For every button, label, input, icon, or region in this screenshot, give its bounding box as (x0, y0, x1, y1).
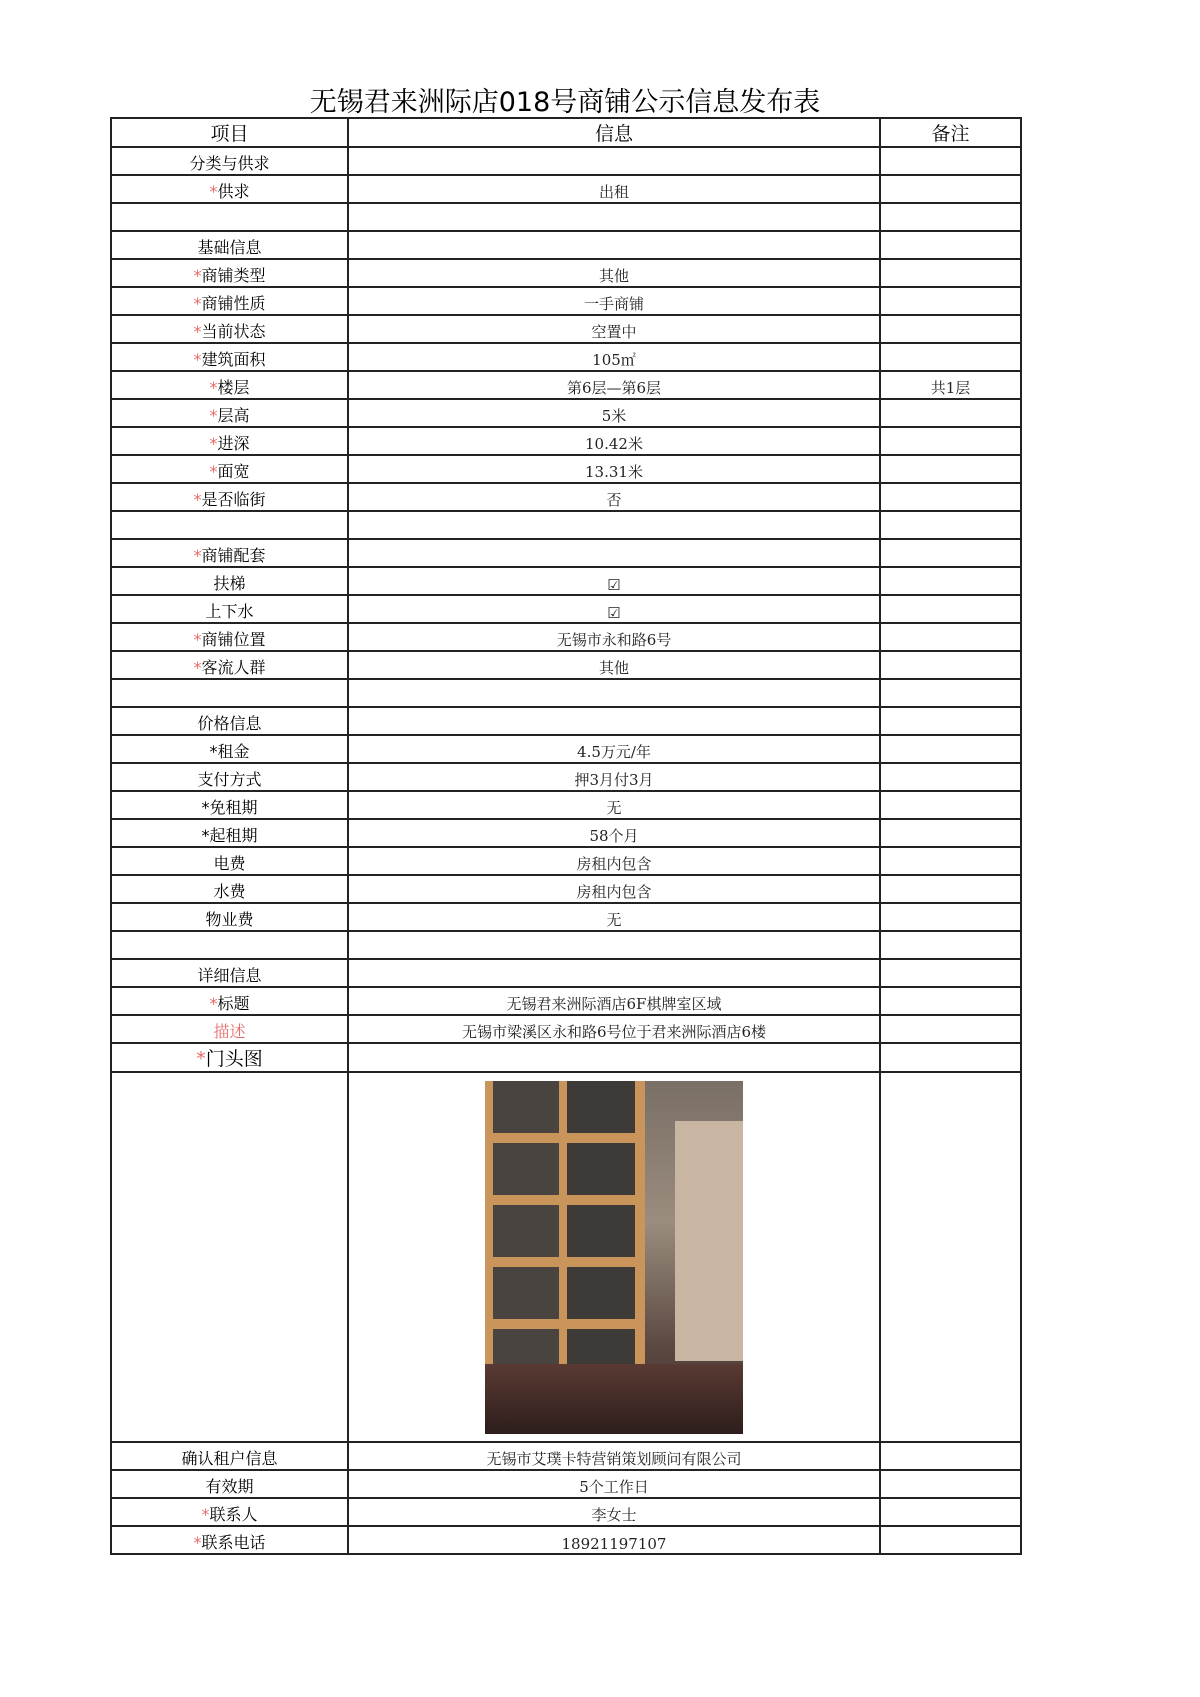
table-row (111, 1526, 1021, 1554)
row-value: 出租 (348, 175, 880, 203)
row-label (111, 511, 348, 539)
required-star: * (193, 490, 202, 509)
label-text: *起租期 (201, 826, 258, 845)
table-row (111, 427, 1021, 455)
row-label (111, 427, 348, 455)
required-star: * (196, 1048, 206, 1070)
row-label (111, 595, 348, 623)
label-text: 客流人群 (201, 658, 266, 677)
row-note (880, 539, 1021, 567)
row-label (111, 1043, 348, 1072)
row-note (880, 763, 1021, 791)
table-row (111, 175, 1021, 203)
table-row (111, 1015, 1021, 1043)
label-text: 上下水 (205, 602, 254, 621)
row-note (880, 651, 1021, 679)
row-note (880, 1498, 1021, 1526)
label-text: 基础信息 (197, 238, 262, 257)
row-value: 4.5万元/年 (348, 735, 880, 763)
required-star: * (209, 994, 218, 1013)
label-text: 物业费 (205, 910, 254, 929)
row-value (348, 959, 880, 987)
row-label (111, 623, 348, 651)
label-text: 标题 (217, 994, 250, 1013)
table-row (111, 847, 1021, 875)
row-value: 5米 (348, 399, 880, 427)
row-note (880, 287, 1021, 315)
row-label (111, 231, 348, 259)
label-text: 联系人 (209, 1505, 258, 1524)
table-row (111, 511, 1021, 539)
row-note (880, 595, 1021, 623)
table-row (111, 1442, 1021, 1470)
row-value: 无锡市梁溪区永和路6号位于君来洲际酒店6楼 (348, 1015, 880, 1043)
row-value (348, 231, 880, 259)
required-star: * (193, 350, 202, 369)
row-label (111, 931, 348, 959)
required-star: * (209, 182, 218, 201)
row-note: 共1层 (880, 371, 1021, 399)
label-text: 是否临街 (201, 490, 266, 509)
table-row (111, 147, 1021, 175)
row-note (880, 987, 1021, 1015)
row-label (111, 875, 348, 903)
header-item: 项目 (111, 118, 348, 147)
row-value (348, 203, 880, 231)
table-row (111, 791, 1021, 819)
row-note (880, 875, 1021, 903)
row-value (348, 511, 880, 539)
row-value: 5个工作日 (348, 1470, 880, 1498)
row-label (111, 763, 348, 791)
row-label (111, 735, 348, 763)
row-note (880, 903, 1021, 931)
row-value (348, 539, 880, 567)
row-note (880, 399, 1021, 427)
row-note (880, 819, 1021, 847)
row-note (880, 847, 1021, 875)
row-value: 无锡君来洲际酒店6F棋牌室区域 (348, 987, 880, 1015)
label-text: 进深 (217, 434, 250, 453)
label-text: *租金 (209, 742, 250, 761)
row-label (111, 287, 348, 315)
required-star: * (209, 378, 218, 397)
row-value (348, 679, 880, 707)
row-note (880, 567, 1021, 595)
header-note: 备注 (880, 118, 1021, 147)
table-row (111, 343, 1021, 371)
row-label (111, 147, 348, 175)
row-note (880, 679, 1021, 707)
label-text: 扶梯 (213, 574, 246, 593)
row-note (880, 959, 1021, 987)
row-note (880, 427, 1021, 455)
row-value: 105㎡ (348, 343, 880, 371)
row-value: 房租内包含 (348, 875, 880, 903)
required-star: * (193, 294, 202, 313)
table-row (111, 259, 1021, 287)
required-star: * (193, 322, 202, 341)
storefront-image-row (111, 1072, 1021, 1442)
row-value (348, 931, 880, 959)
table-row (111, 623, 1021, 651)
label-text: 商铺配套 (201, 546, 266, 565)
row-value: 其他 (348, 259, 880, 287)
table-row (111, 287, 1021, 315)
row-value: 押3月付3月 (348, 763, 880, 791)
row-note (880, 707, 1021, 735)
row-label (111, 175, 348, 203)
label-text: 联系电话 (201, 1533, 266, 1552)
required-star: * (209, 434, 218, 453)
table-row (111, 315, 1021, 343)
row-value: 李女士 (348, 1498, 880, 1526)
table-row (111, 707, 1021, 735)
table-row (111, 1470, 1021, 1498)
row-value (348, 1043, 880, 1072)
table-row (111, 539, 1021, 567)
label-text: 详细信息 (197, 966, 262, 985)
row-label (111, 987, 348, 1015)
row-value: 否 (348, 483, 880, 511)
label-text: 门头图 (205, 1048, 263, 1070)
row-note (880, 1526, 1021, 1554)
label-text: 确认租户信息 (181, 1449, 278, 1468)
table-row (111, 1043, 1021, 1072)
label-text: 商铺位置 (201, 630, 266, 649)
row-value (348, 147, 880, 175)
row-note (880, 231, 1021, 259)
label-text: 价格信息 (197, 714, 262, 733)
row-label (111, 791, 348, 819)
table-row (111, 371, 1021, 399)
row-note (880, 175, 1021, 203)
row-value: 18921197107 (348, 1526, 880, 1554)
table-row (111, 595, 1021, 623)
table-row (111, 203, 1021, 231)
row-value: 13.31米 (348, 455, 880, 483)
label-text: 分类与供求 (189, 154, 270, 173)
required-star: * (193, 1533, 202, 1552)
table-row (111, 231, 1021, 259)
row-label (111, 707, 348, 735)
row-value: 空置中 (348, 315, 880, 343)
label-text: 水费 (213, 882, 246, 901)
row-value: 房租内包含 (348, 847, 880, 875)
info-table (110, 117, 1022, 1555)
table-row (111, 651, 1021, 679)
row-value: 无 (348, 791, 880, 819)
row-note (880, 511, 1021, 539)
label-text: 电费 (213, 854, 246, 873)
label-text: *免租期 (201, 798, 258, 817)
row-note (880, 1015, 1021, 1043)
row-note (880, 315, 1021, 343)
table-row (111, 875, 1021, 903)
label-text: 商铺类型 (201, 266, 266, 285)
page-title: 无锡君来洲际店018号商铺公示信息发布表 (309, 87, 821, 118)
row-label (111, 343, 348, 371)
table-row (111, 959, 1021, 987)
label-text: 当前状态 (201, 322, 266, 341)
row-label (111, 567, 348, 595)
row-label (111, 483, 348, 511)
row-label (111, 903, 348, 931)
required-star: * (193, 546, 202, 565)
label-text: 商铺性质 (201, 294, 266, 313)
row-note (880, 483, 1021, 511)
table-header (111, 118, 1021, 147)
table-row (111, 735, 1021, 763)
row-note (880, 343, 1021, 371)
row-value: 无锡市永和路6号 (348, 623, 880, 651)
row-label (111, 959, 348, 987)
table-row (111, 1498, 1021, 1526)
row-label (111, 455, 348, 483)
row-label (111, 679, 348, 707)
table-row (111, 763, 1021, 791)
table-row (111, 679, 1021, 707)
table-row (111, 819, 1021, 847)
row-label (111, 315, 348, 343)
row-label (111, 847, 348, 875)
row-note (880, 203, 1021, 231)
table-row (111, 931, 1021, 959)
table-row (111, 455, 1021, 483)
label-text: 建筑面积 (201, 350, 266, 369)
row-note (880, 1442, 1021, 1470)
row-value: 58个月 (348, 819, 880, 847)
row-note (880, 931, 1021, 959)
label-text: 面宽 (217, 462, 250, 481)
required-star: * (209, 406, 218, 425)
row-label (111, 371, 348, 399)
row-label (111, 1470, 348, 1498)
label-text: 描述 (213, 1022, 246, 1041)
row-label (111, 203, 348, 231)
row-note (880, 791, 1021, 819)
row-note (880, 147, 1021, 175)
row-label (111, 539, 348, 567)
row-label (111, 1015, 348, 1043)
row-note (880, 623, 1021, 651)
row-label (111, 651, 348, 679)
row-value: 第6层—第6层 (348, 371, 880, 399)
required-star: * (201, 1505, 210, 1524)
row-note (880, 735, 1021, 763)
required-star: * (193, 658, 202, 677)
row-label (111, 1442, 348, 1470)
table-row (111, 567, 1021, 595)
label-text: 支付方式 (197, 770, 262, 789)
storefront-photo (485, 1081, 743, 1434)
row-note (880, 1043, 1021, 1072)
header-info: 信息 (348, 118, 880, 147)
image-cell (348, 1072, 880, 1442)
row-note (880, 455, 1021, 483)
row-value: ☑ (348, 595, 880, 623)
required-star: * (209, 462, 218, 481)
required-star: * (193, 266, 202, 285)
row-value: ☑ (348, 567, 880, 595)
row-value (348, 707, 880, 735)
table-row (111, 399, 1021, 427)
row-label (111, 259, 348, 287)
label-text: 供求 (217, 182, 250, 201)
row-value: 无锡市艾璞卡特营销策划顾问有限公司 (348, 1442, 880, 1470)
label-text: 楼层 (217, 378, 250, 397)
row-value: 10.42米 (348, 427, 880, 455)
row-label (111, 819, 348, 847)
row-value: 一手商铺 (348, 287, 880, 315)
table-row (111, 987, 1021, 1015)
table-row (111, 483, 1021, 511)
row-label (111, 1498, 348, 1526)
row-label (111, 399, 348, 427)
label-text: 层高 (217, 406, 250, 425)
row-label (111, 1526, 348, 1554)
empty-cell (111, 1072, 348, 1442)
table-row (111, 903, 1021, 931)
label-text: 有效期 (205, 1477, 254, 1496)
row-value: 其他 (348, 651, 880, 679)
empty-cell (880, 1072, 1021, 1442)
row-value: 无 (348, 903, 880, 931)
row-note (880, 259, 1021, 287)
row-note (880, 1470, 1021, 1498)
required-star: * (193, 630, 202, 649)
